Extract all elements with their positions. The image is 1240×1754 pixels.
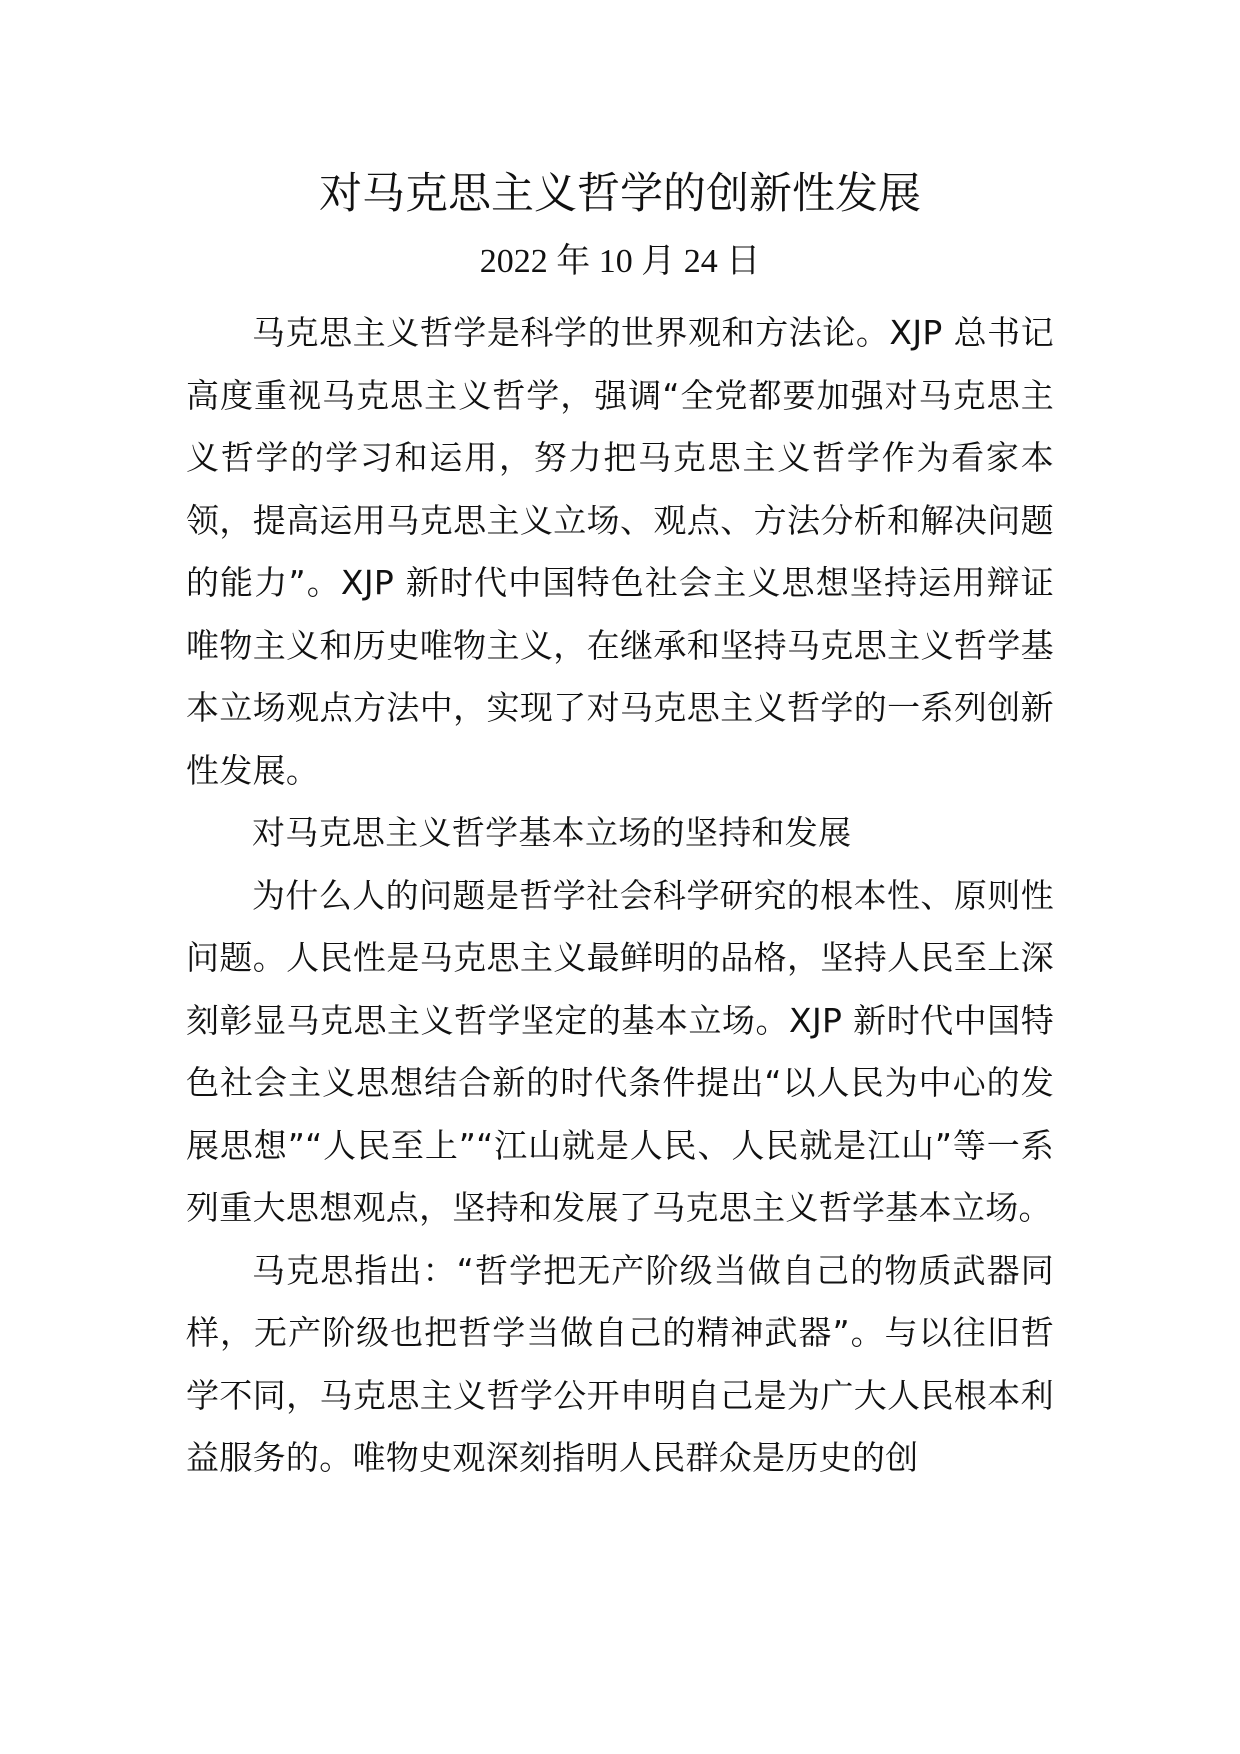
section-heading: 对马克思主义哲学基本立场的坚持和发展 bbox=[252, 813, 852, 852]
paragraph-intro: 马克思主义哲学是科学的世界观和方法论。XJP 总书记高度重视马克思主义哲学，强调“全党都要加强对马克思主义哲学的学习和运用，努力把马克思主义哲学作为看家本领，提高运用马克思主义立场、观点、方法分析和解决问题的能力”。XJP 新时代中国特色社会主义思想坚持运用辩证唯物主义和历史唯物主义，在继承和坚持马克思主义哲学基本立场观点方法中，实现了对马克思主义哲学的一系列创新性发展。 bbox=[186, 313, 1054, 790]
paragraph-marx-quote: 马克思指出：“哲学把无产阶级当做自己的物质武器同样，无产阶级也把哲学当做自己的精神武器”。与以往旧哲学不同，马克思主义哲学公开申明自己是为广大人民根本利益服务的。唯物史观深刻指明人民群众是历史的创 bbox=[186, 1250, 1054, 1477]
document-date: 2022 年 10 月 24 日 bbox=[479, 243, 761, 280]
document-body bbox=[186, 302, 1054, 1490]
paragraph-people-stance: 为什么人的问题是哲学社会科学研究的根本性、原则性问题。人民性是马克思主义最鲜明的品格，坚持人民至上深刻彰显马克思主义哲学坚定的基本立场。XJP 新时代中国特色社会主义思想结合新的时代条件提出“以人民为中心的发展思想”“人民至上”“江山就是人民、人民就是江山”等一系列重大思想观点，坚持和发展了马克思主义哲学基本立场。 bbox=[186, 875, 1054, 1227]
document-title: 对马克思主义哲学的创新性发展 bbox=[319, 169, 921, 219]
